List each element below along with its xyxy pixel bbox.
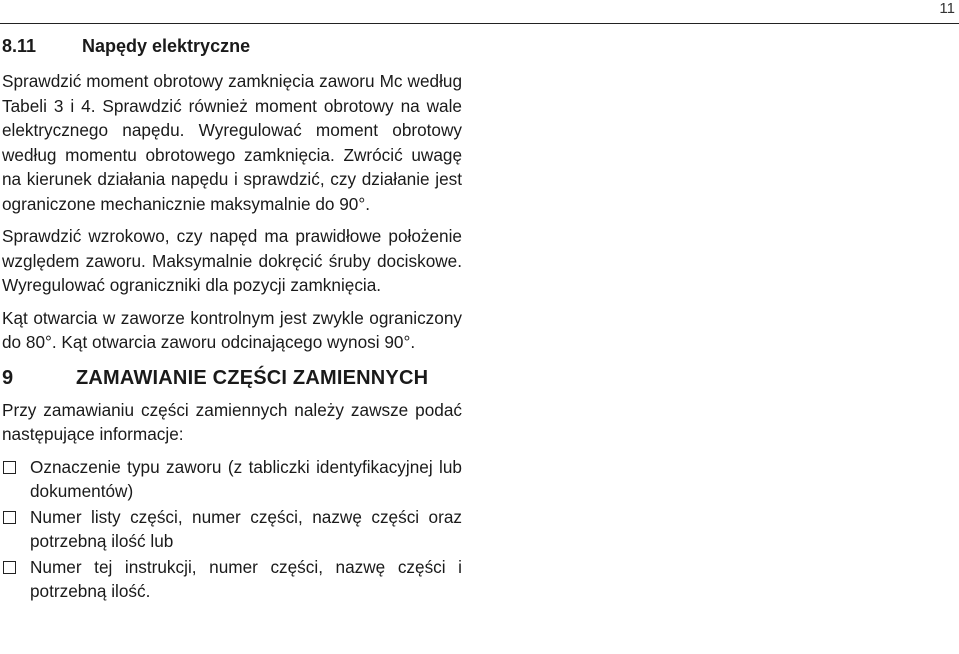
checkbox-bullet-icon: [3, 461, 16, 474]
page-number: 11: [939, 0, 955, 17]
paragraph-position: Sprawdzić wzrokowo, czy napęd ma prawidłowe położenie względem zaworu. Maksymalnie dokręcić śruby dociskowe. Wyregulować ograniczniki dla pozycji zamknięcia.: [2, 226, 462, 295]
section-8-11-number: 8.11: [2, 36, 37, 56]
checkbox-bullet-icon: [3, 511, 16, 524]
section-9-title: ZAMAWIANIE CZĘŚCI ZAMIENNYCH: [76, 366, 429, 389]
list-item: [2, 455, 462, 503]
checkbox-bullet-icon: [3, 561, 16, 574]
header-rule: [0, 23, 959, 24]
section-9-number: 9: [2, 366, 14, 389]
paragraph-ordering-intro: Przy zamawianiu części zamiennych należy zawsze podać następujące informacje:: [2, 399, 462, 444]
section-9-heading: [2, 366, 462, 390]
section-8-11-heading: [2, 36, 462, 57]
text-column: [2, 36, 462, 605]
list-item-text: Numer tej instrukcji, numer części, nazwę części i potrzebną ilość.: [30, 556, 462, 601]
paragraph-torque: Sprawdzić moment obrotowy zamknięcia zaworu Mc według Tabeli 3 i 4. Sprawdzić również moment obrotowy na wale elektrycznego napędu. Wyregulować moment obrotowy według momentu obrotowego zamknięcia. Zwrócić uwagę na kierunek działania napędu i sprawdzić, czy działanie jest ograniczone mechanicznie maksymalnie do 90°.: [2, 71, 462, 214]
section-8-11-title: Napędy elektryczne: [82, 36, 251, 56]
ordering-info-list: [2, 455, 462, 603]
paragraph-opening-angle: Kąt otwarcia w zaworze kontrolnym jest zwykle ograniczony do 80°. Kąt otwarcia zaworu odcinającego wynosi 90°.: [2, 307, 462, 352]
list-item: [2, 505, 462, 553]
list-item: [2, 555, 462, 603]
list-item-text: Oznaczenie typu zaworu (z tabliczki identyfikacyjnej lub dokumentów): [30, 456, 462, 501]
list-item-text: Numer listy części, numer części, nazwę części oraz potrzebną ilość lub: [30, 506, 462, 551]
